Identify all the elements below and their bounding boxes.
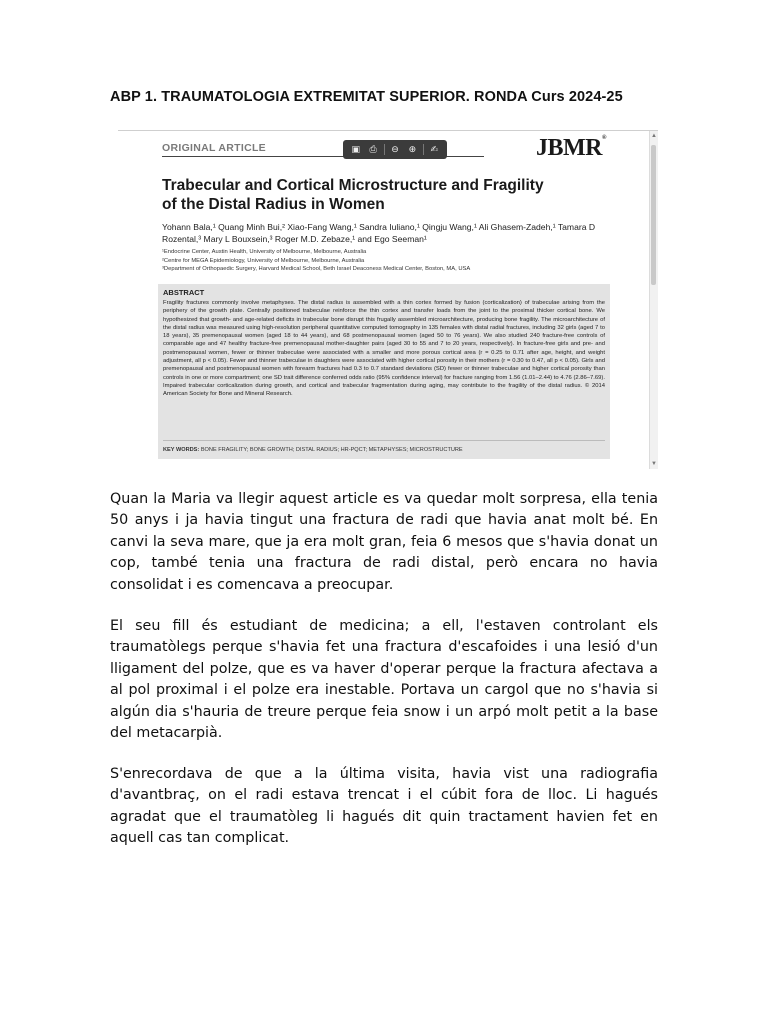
journal-trademark: ® <box>602 135 606 141</box>
article-affiliations <box>162 248 632 274</box>
article-type-label: ORIGINAL ARTICLE <box>162 142 266 154</box>
print-icon[interactable]: ⎙ <box>369 144 377 155</box>
keywords-label: KEY WORDS: <box>163 447 200 453</box>
paragraph-maria: Quan la Maria va llegir aquest article es va quedar molt sorpresa, ella tenia 50 anys i ja havia tingut una fractura de radi que havia anat molt bé. En canvi la seva mare, que ja era molt gran, feia 6 mesos que s'havia donat un cop, també tenia una fractura de radi distal, però encara no havia consolidat i es comencava a preocupar. <box>110 491 658 593</box>
journal-name: JBMR <box>536 135 602 161</box>
sign-icon[interactable]: ✍ <box>430 144 438 155</box>
abstract-heading: ABSTRACT <box>163 288 205 297</box>
abstract-text: Fragility fractures commonly involve metaphyses. The distal radius is assembled with a thin cortex formed by fusion (corticalization) of trabeculae arising from the periphery of the growth plate. Centrally positioned trabeculae reinforce the thin cortex and transfer loads from the joint to the proximal thicker cortical bone. We hypothesized that growth- and age-related deficits in trabecular bone disrupt this frugally assembled microarchitecture, producing bone fragility. The microarchitecture of the distal radius was measured using high-resolution peripheral quantitative computed tomography in 135 females with distal radial fractures, including 32 girls (aged 7 to 18 years), 35 premenopausal women (aged 18 to 44 years), and 68 postmenopausal women (aged 50 to 76 years). We also studied 240 fracture-free controls of comparable age and 47 healthy fracture-free premenopausal mother-daughter pairs (aged 30 to 55 and 7 to 20 years, respectively). In fracture-free girls and pre- and postmenopausal women, fewer or thinner trabeculae were associated with a smaller and more porous cortical area (r = 0.25 to 0.71 after age, height, and weight adjustment, all p < 0.05). Fewer and thinner trabeculae in daughters were associated with higher cortical porosity in their mothers (r = 0.30 to 0.47, all p < 0.05). Girls and premenopausal and postmenopausal women with forearm fractures had 0.3 to 0.7 standard deviations (SD) fewer or thinner trabeculae and higher cortical porosity than controls in one or more compartment; one SD trait difference conferred odds ratio (95% confidence interval) for fracture ranging from 1.56 (1.01–2.44) to 4.76 (2.86–7.69). Impaired trabecular corticalization during growth, and cortical and trabecular fragmentation during aging, may contribute to the fragility of the distal radius. © 2014 American Society for Bone and Mineral Research. <box>163 300 605 398</box>
article-screenshot <box>118 130 658 469</box>
affiliation-line: ³Department of Orthopaedic Surgery, Harvard Medical School, Beth Israel Deaconess Medical Center, Boston, MA, USA <box>162 266 471 272</box>
zoom-in-icon[interactable]: ⊕ <box>408 144 417 155</box>
paragraph-radiograph: S'enrecordava de que a la última visita, havia vist una radiografia d'avantbraç, on el radi estava trencat i el cúbit fora de lloc. Li hagués agradat que el traumatòleg li hagués dit quin tractament havien fet en aquell cas tan complicat. <box>110 766 658 847</box>
article-authors: Yohann Bala,¹ Quang Minh Bui,² Xiao-Fang Wang,¹ Sandra Iuliano,¹ Qingju Wang,¹ Ali Ghasem-Zadeh,¹ Tamara D Rozental,³ Mary L Bouxsein,³ Roger M.D. Zebaze,¹ and Ego Seeman¹ <box>162 222 596 244</box>
pdf-toolbar <box>343 140 447 159</box>
save-icon[interactable]: ▣ <box>351 144 360 155</box>
keywords-list: BONE FRAGILITY; BONE GROWTH; DISTAL RADIUS; HR-PQCT; METAPHYSES; MICROSTRUCTURE <box>200 447 463 453</box>
paragraph-son: El seu fill és estudiant de medicina; a ell, l'estaven controlant els traumatòlegs perque s'havia fet una fractura d'escafoides i una lesió d'un lligament del polze, que es va haver d'operar perque la fractura afectava a al pol proximal i el polze era inestable. Portava un cargol que no s'havia si algún dia s'hauria de treure perque feia snow i un arpó molt petit a la base del metacarpià. <box>110 618 658 742</box>
keywords <box>163 440 605 453</box>
affiliation-line: ¹Endocrine Center, Austin Health, University of Melbourne, Melbourne, Australia <box>162 249 367 255</box>
abstract-box <box>158 284 610 459</box>
scroll-up-icon[interactable]: ▲ <box>651 133 657 139</box>
vertical-scrollbar[interactable] <box>649 131 658 469</box>
toolbar-separator <box>384 144 385 155</box>
article-title: Trabecular and Cortical Microstructure and Fragility of the Distal Radius in Women <box>162 177 544 213</box>
scroll-down-icon[interactable]: ▼ <box>651 461 657 467</box>
affiliation-line: ²Centre for MEGA Epidemiology, University of Melbourne, Melbourne, Australia <box>162 257 365 264</box>
toolbar-separator <box>423 144 424 155</box>
document-title: ABP 1. TRAUMATOLOGIA EXTREMITAT SUPERIOR. RONDA Curs 2024-25 <box>110 89 623 105</box>
journal-logo <box>536 135 606 162</box>
scrollbar-thumb[interactable] <box>651 145 656 285</box>
zoom-out-icon[interactable]: ⊖ <box>391 144 399 155</box>
